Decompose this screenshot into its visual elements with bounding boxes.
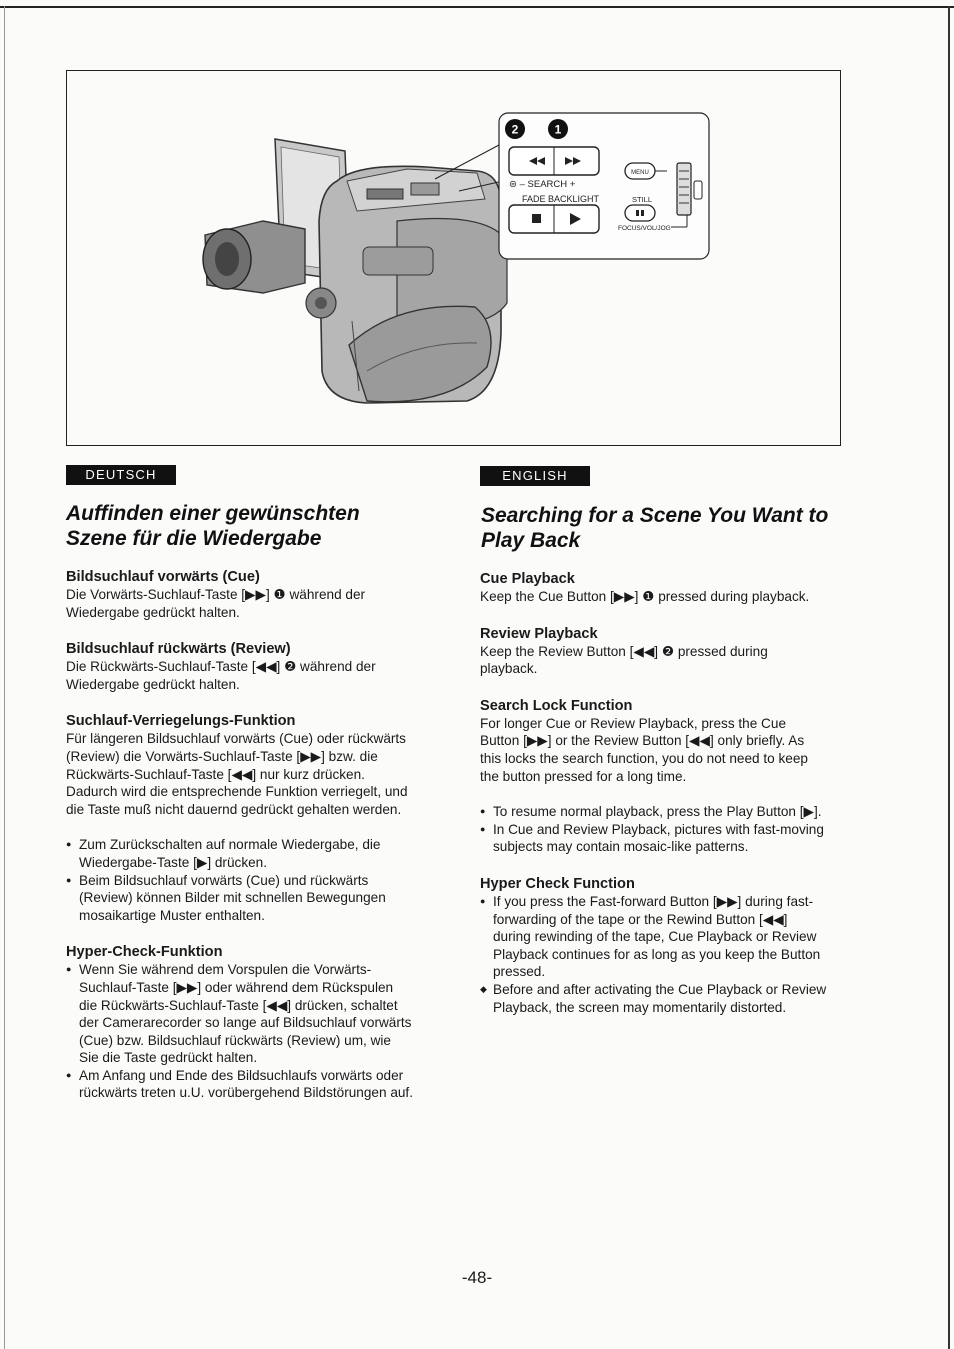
- bullet-line: In Cue and Review Playback, pictures with fast-moving: [493, 821, 824, 837]
- deutsch-heading-line: Szene für die Wiedergabe: [66, 527, 322, 550]
- section-line: the button pressed for a long time.: [480, 768, 687, 784]
- bullet-line: Playback, the screen may momentarily distorted.: [493, 999, 787, 1015]
- deutsch-column: [66, 568, 426, 1102]
- search-label: ⊜ – SEARCH +: [509, 179, 576, 190]
- still-label: STILL: [632, 195, 653, 204]
- english-tab: ENGLISH: [480, 466, 590, 486]
- section-line: Die Vorwärts-Suchlauf-Taste [▶▶] ❶ während der: [66, 587, 366, 602]
- english-heading-line: Searching for a Scene You Want to: [481, 504, 829, 527]
- menu-label: MENU: [631, 170, 649, 176]
- bullet-line: Zum Zurückschalten auf normale Wiedergabe, die: [79, 837, 381, 853]
- section-line: Keep the Review Button [◀◀] ❷ pressed during: [480, 643, 768, 659]
- section-line: Keep the Cue Button [▶▶] ❶ pressed during playback.: [480, 589, 810, 604]
- deutsch-heading: [66, 501, 360, 551]
- list-item: [66, 872, 426, 925]
- section-line: die Taste muß nicht dauernd gedrückt gehalten werden.: [66, 801, 402, 817]
- bullet-line: die Rückwärts-Suchlauf-Taste [◀◀] drücken, schaltet: [79, 997, 398, 1013]
- deutsch-bullets: [66, 836, 426, 924]
- section-title: Review Playback: [480, 625, 598, 642]
- english-column: [480, 570, 840, 1016]
- bullet-line: rückwärts treten u.U. vorübergehend Bildstörungen auf.: [79, 1085, 413, 1101]
- deutsch-tab: DEUTSCH: [66, 465, 176, 485]
- list-item: [66, 836, 426, 871]
- section-line: this locks the search function, you do not need to keep: [480, 750, 808, 766]
- section-line: Rückwärts-Suchlauf-Taste [◀◀] nur kurz drücken.: [66, 766, 365, 782]
- bullet-line: (Cue) bzw. Bildsuchlauf rückwärts (Review) um, wie: [79, 1032, 391, 1048]
- callout-1: 1: [554, 122, 562, 137]
- list-item: [66, 1067, 426, 1102]
- bullet-line: Beim Bildsuchlauf vorwärts (Cue) und rückwärts: [79, 872, 369, 888]
- section-line: Button [▶▶] or the Review Button [◀◀] only briefly. As: [480, 733, 805, 749]
- english-hyper-bullets: [480, 893, 840, 1016]
- bullet-line: mosaikartige Muster enthalten.: [79, 907, 265, 923]
- bullet-line: pressed.: [493, 964, 546, 980]
- section-line: Für längeren Bildsuchlauf vorwärts (Cue) oder rückwärts: [66, 731, 406, 747]
- section-line: Wiedergabe gedrückt halten.: [66, 604, 240, 620]
- callout-2: 2: [511, 122, 519, 137]
- bullet-line: To resume normal playback, press the Play Button [▶].: [493, 804, 822, 820]
- camcorder-illustration: [66, 70, 841, 446]
- bullet-line: during rewinding of the tape, Cue Playback or Review: [493, 929, 817, 945]
- english-bullets: [480, 803, 840, 856]
- bullet-line: Am Anfang und Ende des Bildsuchlaufs vorwärts oder: [79, 1067, 404, 1083]
- section-line: (Review) die Vorwärts-Suchlauf-Taste [▶▶] bzw. die: [66, 748, 378, 764]
- fade-backlight-label: FADE BACKLIGHT: [522, 194, 600, 204]
- section-line: Dadurch wird die entsprechende Funktion verriegelt, und: [66, 784, 408, 800]
- english-heading: [481, 503, 828, 553]
- section-title: Bildsuchlauf rückwärts (Review): [66, 641, 291, 658]
- section-line: Wiedergabe gedrückt halten.: [66, 676, 240, 692]
- list-item: [480, 821, 840, 856]
- section-line: For longer Cue or Review Playback, press the Cue: [480, 715, 786, 731]
- english-heading-line: Play Back: [481, 529, 581, 552]
- bullet-line: Playback continues for as long as you keep the Button: [493, 946, 821, 962]
- list-item: [480, 803, 840, 821]
- list-item: [480, 893, 840, 981]
- section-title: Suchlauf-Verriegelungs-Funktion: [66, 713, 296, 730]
- bullet-line: forwarding of the tape or the Rewind Button [◀◀]: [493, 911, 788, 927]
- bullet-line: Suchlauf-Taste [▶▶] oder während dem Rückspulen: [79, 979, 394, 995]
- focus-vol-jog-label: FOCUS/VOL/JOG: [618, 225, 671, 232]
- left-rule: [4, 6, 5, 1349]
- section-line: playback.: [480, 661, 538, 677]
- bullet-line: Wenn Sie während dem Vorspulen die Vorwärts-: [79, 962, 372, 978]
- section-title: Hyper-Check-Funktion: [66, 944, 223, 961]
- section-title: Cue Playback: [480, 571, 575, 587]
- bullet-line: If you press the Fast-forward Button [▶▶] during fast-: [493, 893, 814, 909]
- right-rule: [948, 6, 950, 1349]
- bullet-line: Wiedergabe-Taste [▶] drücken.: [79, 854, 268, 870]
- bullet-line: Before and after activating the Cue Playback or Review: [493, 981, 827, 997]
- bullet-line: subjects may contain mosaic-like patterns.: [493, 839, 749, 855]
- list-item: [480, 981, 840, 1016]
- section-line: Die Rückwärts-Suchlauf-Taste [◀◀] ❷ während der: [66, 659, 376, 675]
- deutsch-hyper-bullets: [66, 961, 426, 1102]
- list-item: [66, 961, 426, 1067]
- section-title: Search Lock Function: [480, 697, 633, 714]
- page-number: -48-: [461, 1268, 493, 1287]
- bullet-line: der Camerarecorder so lange auf Bildsuchlauf vorwärts: [79, 1015, 412, 1031]
- bullet-line: (Review) können Bilder mit schnellen Bewegungen: [79, 890, 386, 906]
- section-title: Hyper Check Function: [480, 875, 635, 892]
- top-rule: [0, 6, 954, 8]
- camcorder-drawing: [67, 71, 842, 447]
- deutsch-heading-line: Auffinden einer gewünschten: [66, 502, 360, 525]
- section-title: Bildsuchlauf vorwärts (Cue): [66, 569, 260, 585]
- bullet-line: Sie die Taste gedrückt halten.: [79, 1050, 258, 1066]
